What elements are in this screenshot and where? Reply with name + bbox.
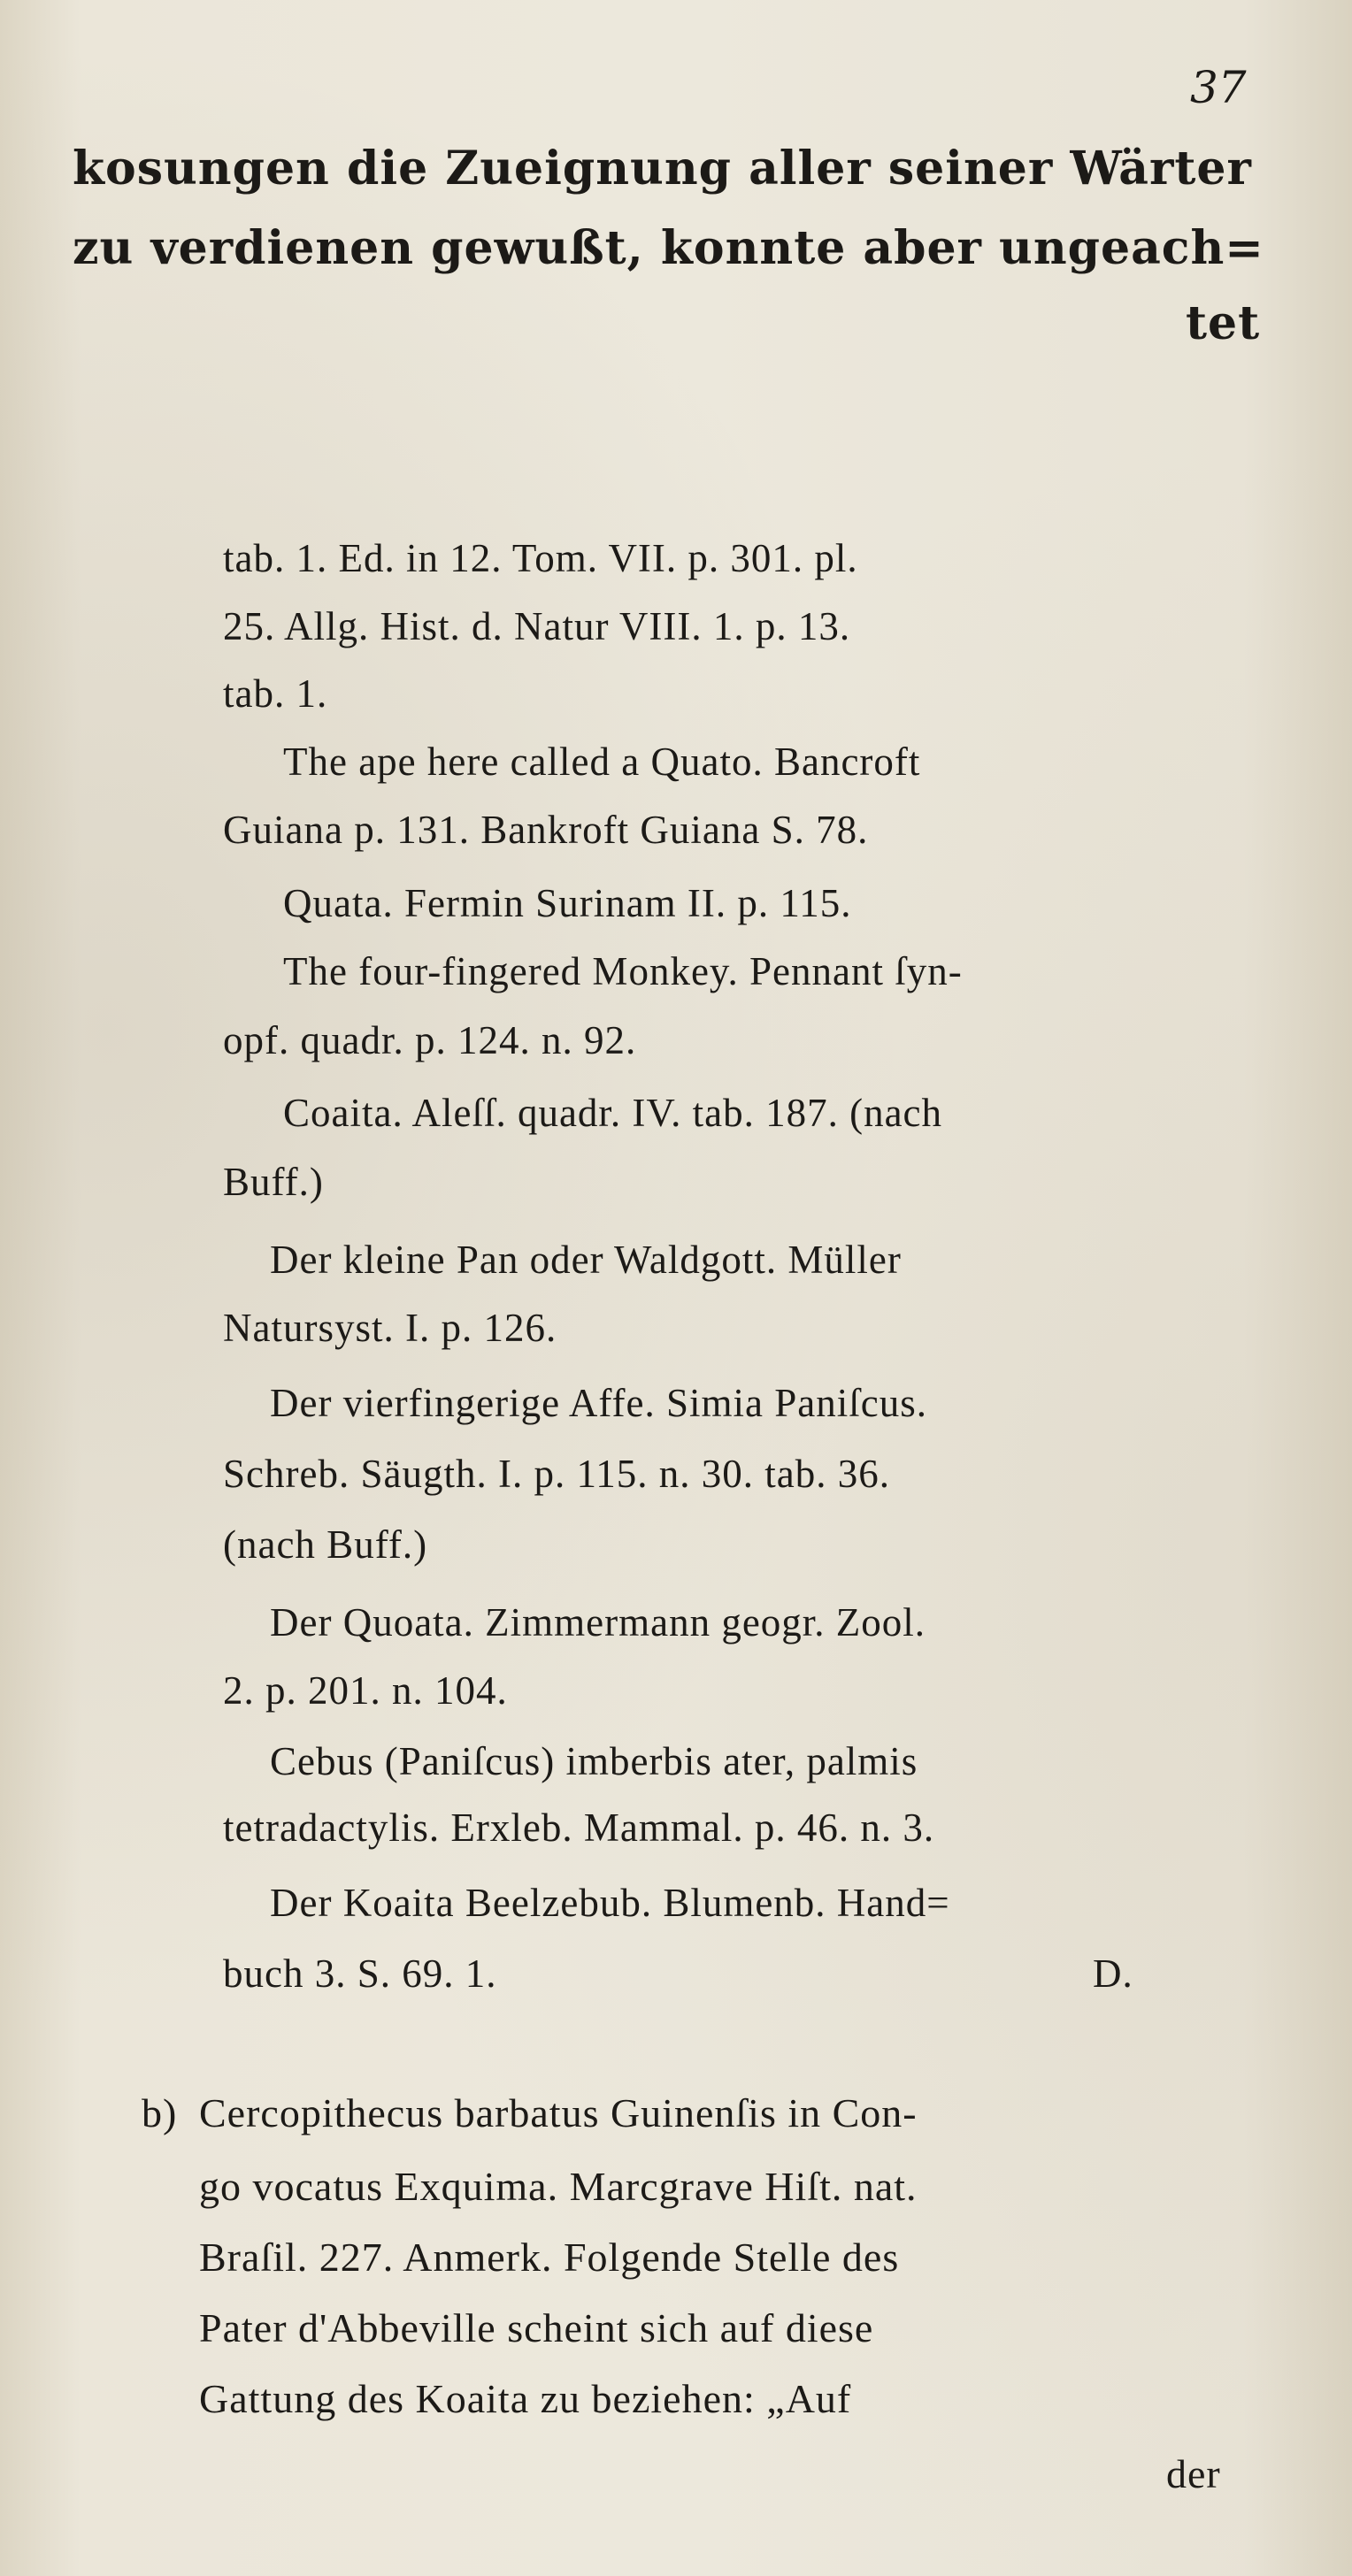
running-text-line: tet	[1186, 296, 1261, 350]
footnote-line: Buff.)	[223, 1160, 324, 1204]
footnote-line: The ape here called a Quato. Bancroft	[283, 740, 921, 784]
footnote-line: 2. p. 201. n. 104.	[223, 1668, 508, 1713]
footnote-line: Cercopithecus barbatus Guinenſis in Con-	[199, 2090, 918, 2135]
footnote-line: Guiana p. 131. Bankroft Guiana S. 78.	[223, 808, 869, 852]
footnote-line: 25. Allg. Hist. d. Natur VIII. 1. p. 13.	[223, 604, 851, 648]
footnote-line: Quata. Fermin Surinam II. p. 115.	[283, 881, 852, 925]
footnote-line: Natursyst. I. p. 126.	[223, 1306, 557, 1350]
footnote-line: tetradactylis. Erxleb. Mammal. p. 46. n. 3.	[223, 1806, 935, 1850]
footnote-marker: b)	[142, 2090, 178, 2135]
footnote-line: Gattung des Koaita zu beziehen: „Auf	[199, 2376, 852, 2421]
footnote-line: Pater d'Abbeville scheint sich auf diese	[199, 2305, 874, 2350]
footnote-line: Der Koaita Beelzebub. Blumenb. Hand=	[270, 1881, 950, 1925]
footnote-line: buch 3. S. 69. 1.	[223, 1951, 497, 1996]
footnote-line: Schreb. Säugth. I. p. 115. n. 30. tab. 36.	[223, 1452, 891, 1496]
footnote-line: The four-fingered Monkey. Pennant ſyn-	[283, 949, 963, 993]
footnote-line: Der kleine Pan oder Waldgott. Müller	[270, 1238, 902, 1282]
running-text-line: zu verdienen gewußt, konnte aber ungeach=	[73, 221, 1264, 275]
footnote-line: der	[1166, 2451, 1221, 2496]
footnote-line: tab. 1. Ed. in 12. Tom. VII. p. 301. pl.	[223, 536, 858, 580]
footnote-line: Der Quoata. Zimmermann geogr. Zool.	[270, 1600, 926, 1644]
footnote-line: Coaita. Aleſſ. quadr. IV. tab. 187. (nach	[283, 1091, 943, 1135]
page-number: 37	[1190, 62, 1247, 113]
footnote-line: tab. 1.	[223, 671, 328, 716]
footnote-line: Cebus (Paniſcus) imberbis ater, palmis	[270, 1739, 918, 1783]
footnote-line: opf. quadr. p. 124. n. 92.	[223, 1018, 637, 1062]
footnote-line: go vocatus Exquima. Marcgrave Hiſt. nat.	[199, 2164, 918, 2209]
footnote-line: Braſil. 227. Anmerk. Folgende Stelle des	[199, 2235, 900, 2280]
running-text-line: kosungen die Zueignung aller seiner Wärter	[73, 142, 1252, 196]
footnote-signature: D.	[1093, 1951, 1133, 1996]
footnote-line: Der vierfingerige Affe. Simia Paniſcus.	[270, 1381, 927, 1425]
footnote-line: (nach Buff.)	[223, 1522, 428, 1567]
